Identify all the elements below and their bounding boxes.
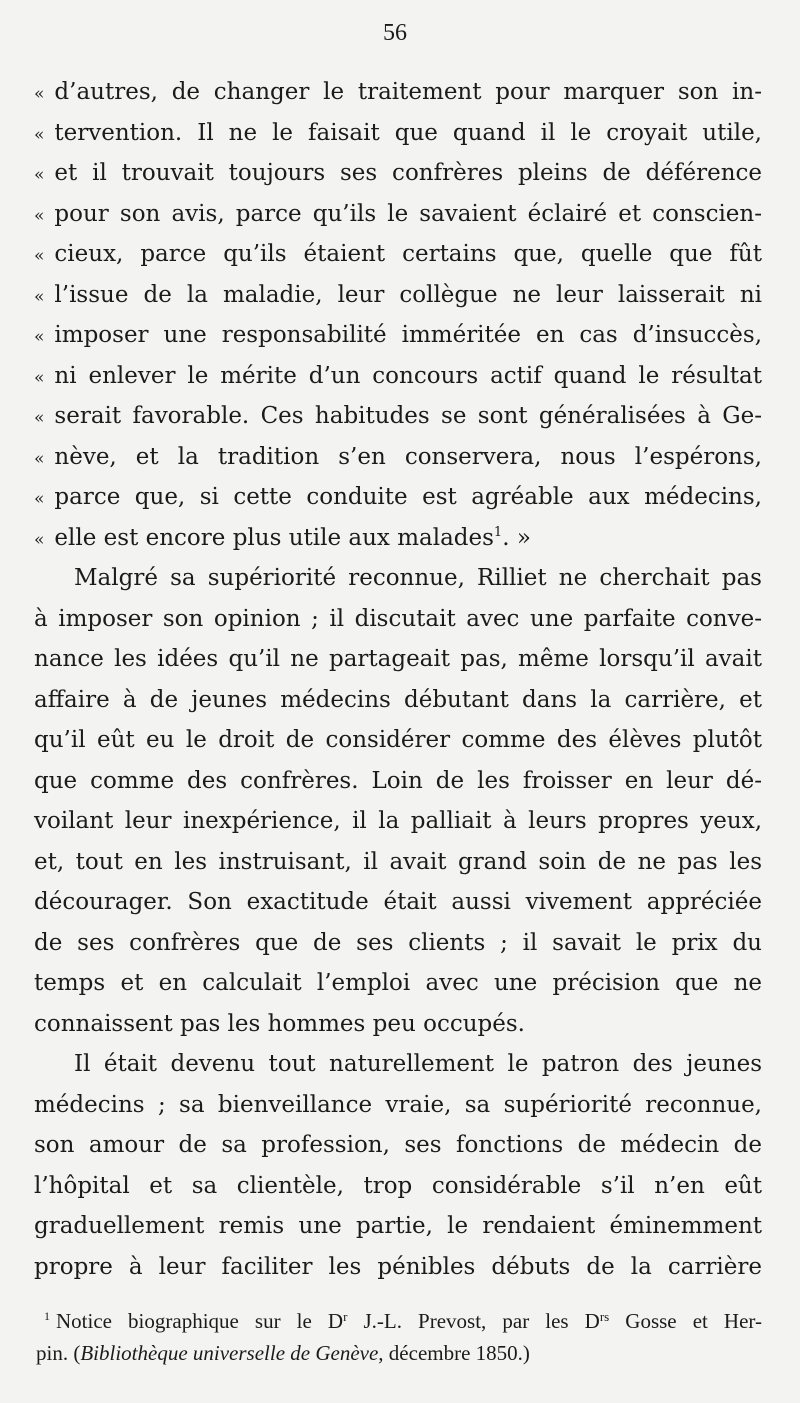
quote-mark: « <box>34 367 45 388</box>
quote-mark: « <box>34 246 45 266</box>
footnote <box>36 1305 762 1369</box>
paragraph-1-line: voilant leur inexpérience, il la palliait à leurs propres yeux, <box>34 808 762 834</box>
footnote-line-1 <box>44 1305 762 1337</box>
quote-line-text: nève, et la tradition s’en conservera, nous l’espérons, <box>54 443 762 470</box>
quote-mark: « <box>34 205 45 226</box>
paragraph-2-line: Il était devenu tout naturellement le patron des jeunes <box>74 1051 762 1077</box>
quote-line <box>34 437 762 478</box>
quote-line-text: et il trouvait toujours ses confrères pleins de déférence <box>54 160 762 186</box>
paragraph-1-line: décourager. Son exactitude était aussi vivement appréciée <box>34 889 762 915</box>
paragraph-2-line: propre à leur faciliter les pénibles débuts de la carrière <box>34 1253 762 1280</box>
quote-mark: « <box>34 165 45 185</box>
footnote-text: Gosse et Her- <box>609 1309 762 1333</box>
paragraph-1-line: Malgré sa supériorité reconnue, Rilliet ne cherchait pas <box>74 565 762 591</box>
footnote-line-2 <box>36 1337 762 1369</box>
quote-line-text: l’issue de la maladie, leur collègue ne leur laisserait ni <box>54 281 762 308</box>
paragraph-1-line: affaire à de jeunes médecins débutant dans la carrière, et <box>34 686 762 713</box>
footnote-marker: 1 <box>44 1309 50 1323</box>
footnote-superscript: r <box>343 1309 348 1324</box>
paragraph-1-line: que comme des confrères. Loin de les froisser en leur dé- <box>34 767 762 794</box>
paragraph-1-line: temps et en calculait l’emploi avec une précision que ne <box>34 970 762 996</box>
quote-line <box>34 477 762 518</box>
quote-line-last <box>34 518 762 559</box>
footnote-text: décembre 1850.) <box>383 1341 530 1365</box>
quote-last-text: elle est encore plus utile aux malades <box>54 524 494 551</box>
quote-line <box>34 275 762 316</box>
paragraph-1-line: connaissent pas les hommes peu occupés. <box>34 1010 525 1037</box>
paragraph-2-line: médecins ; sa bienveillance vraie, sa supériorité reconnue, <box>34 1091 762 1118</box>
paragraph-2-line: l’hôpital et sa clientèle, trop considérable s’il n’en eût <box>34 1172 762 1199</box>
paragraph-1-line: à imposer son opinion ; il discutait avec une parfaite conve- <box>34 605 762 632</box>
quote-line <box>34 153 762 194</box>
footnote-text: J.-L. Prevost, par les D <box>347 1309 600 1333</box>
footnote-superscript: rs <box>599 1309 610 1324</box>
paragraph-1-line: nance les idées qu’il ne partageait pas, même lorsqu’il avait <box>34 646 762 672</box>
quote-line-text: serait favorable. Ces habitudes se sont généralisées à Ge- <box>54 403 762 429</box>
paragraph-2-line: son amour de sa profession, ses fonctions de médecin de <box>34 1132 762 1158</box>
quote-line <box>34 72 762 113</box>
quote-line <box>34 113 762 154</box>
footnote-text: pin. ( <box>36 1341 81 1365</box>
footnote-reference: 1 <box>493 524 503 540</box>
quote-line-text: imposer une responsabilité imméritée en cas d’insuccès, <box>54 322 762 348</box>
quote-line-text: ni enlever le mérite d’un concours actif quand le résultat <box>54 362 762 389</box>
footnote-text: Notice biographique sur le D <box>56 1309 344 1333</box>
quote-mark: « <box>34 448 45 469</box>
quote-mark: « <box>34 84 45 104</box>
paragraph-2-line: graduellement remis une partie, le rendaient éminemment <box>34 1213 762 1239</box>
quote-line <box>34 315 762 356</box>
quote-mark: « <box>34 529 45 550</box>
quote-mark: « <box>34 489 45 509</box>
paragraph-1-line: qu’il eût eu le droit de considérer comme des élèves plutôt <box>34 727 762 753</box>
quote-mark: « <box>34 327 45 347</box>
quote-line-text: cieux, parce qu’ils étaient certains que, quelle que fût <box>54 241 762 267</box>
body-text <box>34 72 762 1287</box>
quote-line-text: d’autres, de changer le traitement pour marquer son in- <box>54 79 762 105</box>
quote-line <box>34 194 762 235</box>
quote-line <box>34 396 762 437</box>
quote-line-text: tervention. Il ne le faisait que quand il le croyait utile, <box>54 119 762 146</box>
quote-mark: « <box>34 124 45 145</box>
quote-line <box>34 356 762 397</box>
quote-line <box>34 234 762 275</box>
quote-mark: « <box>34 286 45 307</box>
quote-line-text: parce que, si cette conduite est agréable aux médecins, <box>54 484 762 510</box>
paragraph-1-line: et, tout en les instruisant, il avait grand soin de ne pas les <box>34 848 762 875</box>
quote-closing: . » <box>502 524 531 551</box>
footnote-citation-title: Bibliothèque universelle de Genève, <box>80 1341 384 1365</box>
paragraph-1-line: de ses confrères que de ses clients ; il savait le prix du <box>34 929 762 956</box>
page-number: 56 <box>383 20 407 46</box>
quote-line-text: pour son avis, parce qu’ils le savaient éclairé et conscien- <box>54 200 762 227</box>
quote-mark: « <box>34 408 45 428</box>
